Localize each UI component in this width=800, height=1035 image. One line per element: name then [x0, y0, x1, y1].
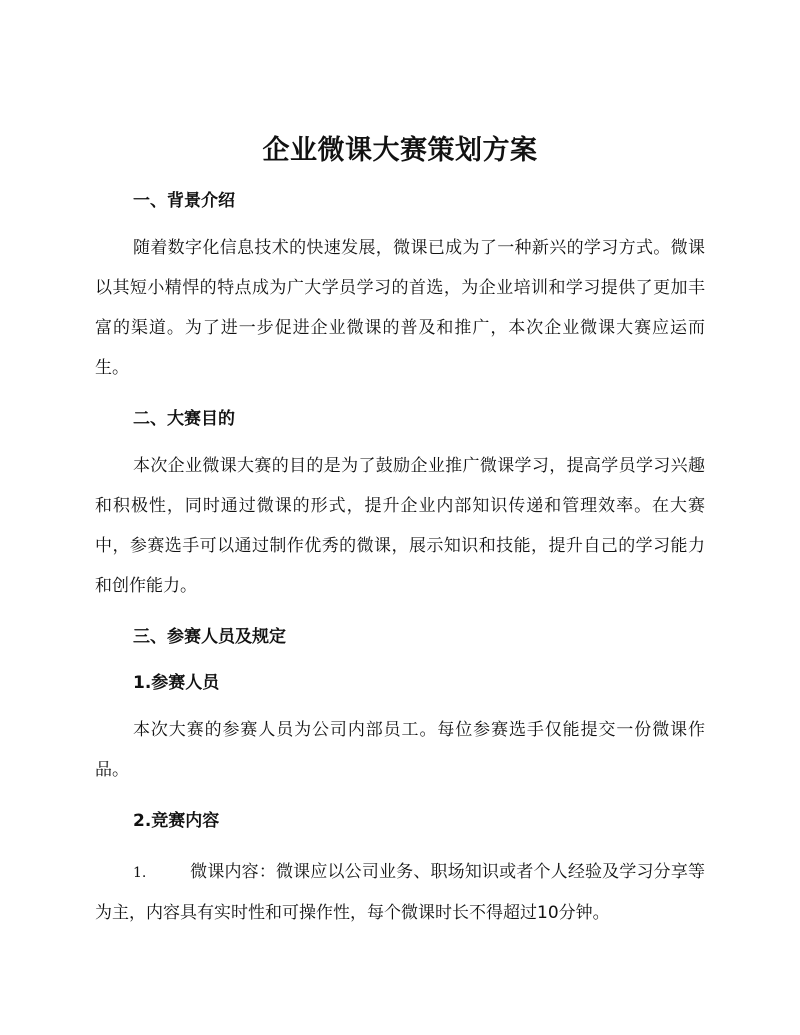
content-list-item: [95, 852, 705, 933]
section-heading-background: 一、背景介绍: [133, 191, 235, 211]
document-title: 企业微课大赛策划方案: [262, 135, 538, 166]
list-item-marker: 1.: [133, 865, 147, 881]
subsection-heading-content: 2.竞赛内容: [133, 811, 220, 831]
background-paragraph: 随着数字化信息技术的快速发展，微课已成为了一种新兴的学习方式。微课以其短小精悍的特点成为广大学员学习的首选，为企业培训和学习提供了更加丰富的渠道。为了进一步促进企业微课的普及和推广，本次企业微课大赛应运而生。: [95, 238, 705, 378]
list-item-text: 微课内容：微课应以公司业务、职场知识或者个人经验及学习分享等为主，内容具有实时性和可操作性，每个微课时长不得超过10分钟。: [95, 862, 705, 923]
purpose-paragraph: 本次企业微课大赛的目的是为了鼓励企业推广微课学习，提高学员学习兴趣和积极性，同时通过微课的形式，提升企业内部知识传递和管理效率。在大赛中，参赛选手可以通过制作优秀的微课，展示知识和技能，提升自己的学习能力和创作能力。: [95, 456, 705, 596]
section-heading-participants: 三、参赛人员及规定: [133, 627, 286, 647]
document-body: [95, 128, 705, 933]
subsection-heading-participants: 1.参赛人员: [133, 673, 220, 693]
participants-paragraph: 本次大赛的参赛人员为公司内部员工。每位参赛选手仅能提交一份微课作品。: [95, 720, 705, 780]
section-heading-purpose: 二、大赛目的: [133, 409, 235, 429]
